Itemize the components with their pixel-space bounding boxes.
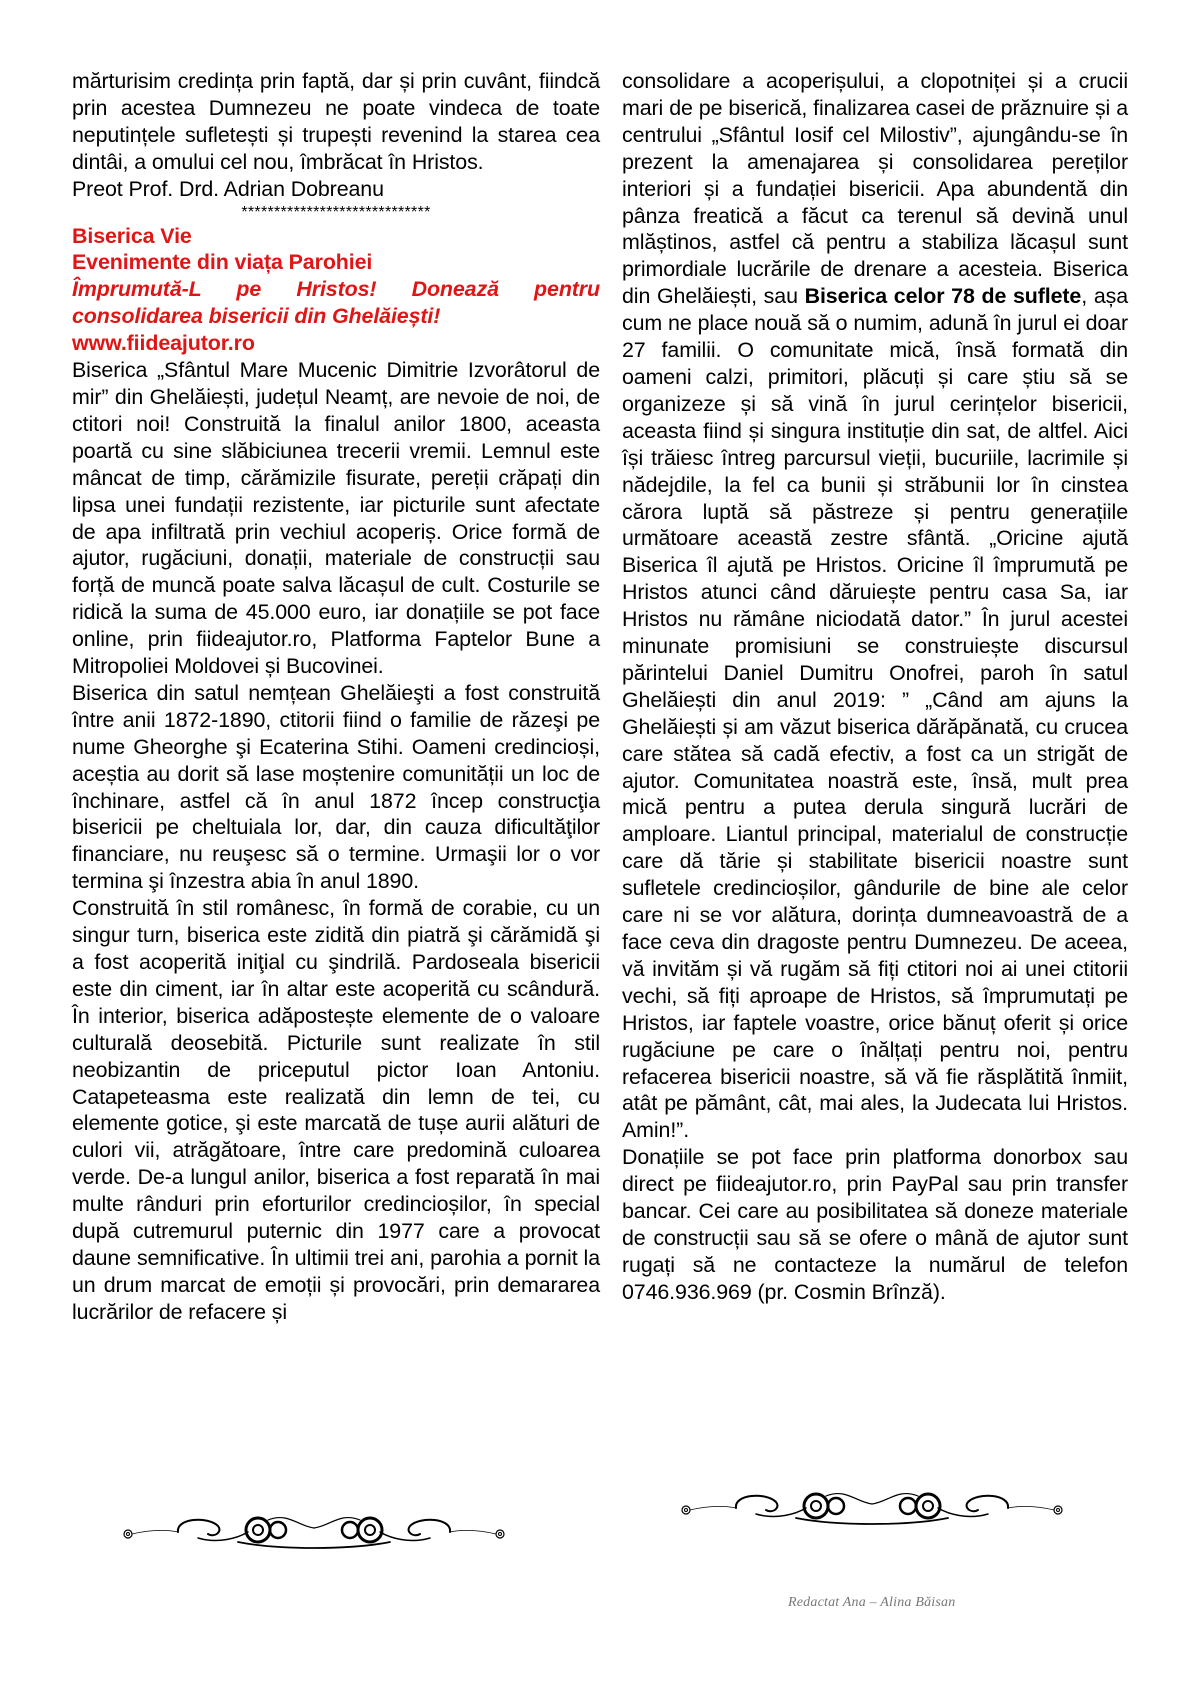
- donation-info-paragraph: Donațiile se pot face prin platforma donorbox sau direct pe fiideajutor.ro, prin PayPal sau prin transfer bancar. Cei care au posibilitatea să doneze materiale de construcții sau să se ofere o mână de ajutor sunt rugați să ne contacteze la numărul de telefon 0746.936.969 (pr. Cosmin Brînză).: [622, 1145, 1128, 1304]
- left-column: [72, 68, 600, 1326]
- article-title: Împrumută-L pe Hristos! Donează pentru consolidarea bisericii din Ghelăiești!: [72, 277, 600, 329]
- donation-website-link[interactable]: www.fiideajutor.ro: [72, 331, 255, 356]
- bold-church-nickname: Biserica celor 78 de suflete: [804, 284, 1082, 309]
- body-text: consolidare a acoperișului, a clopotniței și a crucii mari de pe biserică, finalizarea casei de prăznuire și a centrului „Sfântul Iosif cel Milostiv”, ajungându-se în prezent la amenajarea și consolidarea pereților interiori și a fundației bisericii. Apa abundentă din pânza freatică a făcut ca terenul să devină unul mlăștinos, astfel că pentru a stabiliza lăcașul sunt primordiale lucrările de drenare a acesteia. Biserica din Ghelăiești, sau: [622, 69, 1128, 309]
- body-paragraph: Biserica „Sfântul Mare Mucenic Dimitrie Izvorâtorul de mir” din Ghelăiești, județul Neamț, are nevoie de noi, de ctitori noi! Construită la finalul anilor 1800, aceasta poartă cu sine slăbiciunea trecerii vremii. Lemnul este mâncat de timp, cărămizile fisurate, pereții crăpați din lipsa unei fundații rezistente, iar picturile sunt afectate de apa infiltrată prin vechiul acoperiș. Orice formă de ajutor, rugăciuni, donații, materiale de construcții sau forță de muncă poate salva lăcașul de cult. Costurile se ridică la suma de 45.000 euro, iar donațiile se pot face online, prin fiideajutor.ro, Platforma Faptelor Bune a Mitropoliei Moldovei și Bucovinei.: [72, 358, 600, 679]
- section-heading: Biserica Vie: [72, 223, 192, 248]
- body-paragraph: [622, 68, 1128, 1144]
- body-text: , așa cum ne place nouă să o numim, adună în jurul ei doar 27 familii. O comunitate mică, însă formată din oameni calzi, primitori, plăcuți și care știu să se organizeze și să vină în jurul cerințelor bisericii, aceasta fiind și singura instituție din sat, de altfel. Aici își trăiesc întreg parcursul vieții, bucuriile, lacrimile și nădejdile, la fel ca bunii și străbunii lor în cinstea cărora luptă să păstreze și pentru generațiile următoare această zestre sfântă. „Oricine ajută Biserica îl ajută pe Hristos. Oricine îl împrumută pe Hristos atunci când dăruiește pentru casa Sa, iar Hristos nu rămâne niciodată dator.” În jurul acestei minunate promisiuni se construiește discursul părintelui Daniel Dumitru Onofrei, paroh în satul Ghelăiești din anul 2019: ” „Când am ajuns la Ghelăiești și am văzut biserica dărăpănată, cu crucea care stătea să cadă efectiv, a fost ca un strigăt de ajutor. Comunitatea noastră este, însă, mult prea mică pentru a putea derula singură lucrări de amploare. Liantul principal, materialul de construcție care dă tărie și stabilitate bisericii noastre sunt sufletele credincioșilor, gândurile de bine ale celor care ni se vor alătura, dorința dumneavoastră de a face ceva din dragoste pentru Dumnezeu. De aceea, vă invităm și vă rugăm să fiți ctitori noi ai unei ctitorii vechi, să fiți aproape de Hristos, să împrumutați pe Hristos, iar faptele voastre, orice bănuț oferit și orice rugăciune pe care o înălțați pentru noi, pentru refacerea bisericii noastre, să vă fie răsplătită înmiit, atât pe pământ, cât, mai ales, la Judecata lui Hristos. Amin!”.: [622, 284, 1129, 1143]
- body-paragraph: Construită în stil românesc, în formă de corabie, cu un singur turn, biserica este zidită din piatră şi cărămidă şi a fost acoperită iniţial cu şindrilă. Pardoseala bisericii este din ciment, iar în altar este acoperită cu scândură. În interior, biserica adăpostește elemente de o valoare culturală deosebită. Picturile sunt realizate în stil neobizantin de priceputul pictor Ioan Antoniu. Catapeteasma este realizată din lemn de tei, cu elemente gotice, şi este marcată de tușe aurii alături de culori vii, atrăgătoare, între care predomină culoarea verde. De-a lungul anilor, biserica a fost reparată în mai multe rânduri prin eforturilor credincioșilor, în special după cutremurul puternic din 1977 care a provocat daune semnificative. În ultimii trei ani, parohia a pornit la un drum marcat de emoții și provocări, prin demararea lucrărilor de refacere și: [72, 896, 600, 1324]
- asterisk-separator: *****************************: [241, 203, 431, 221]
- flourish-divider-icon: [676, 1484, 1068, 1528]
- author-signature: Preot Prof. Drd. Adrian Dobreanu: [72, 176, 384, 201]
- article-ending-paragraph: mărturisim credința prin faptă, dar și prin cuvânt, fiindcă prin acestea Dumnezeu ne poate vindeca de toate neputințele sufletești și trupești revenind la starea cea dintâi, a omului cel nou, îmbrăcat în Hristos.: [72, 69, 600, 174]
- body-paragraph: Biserica din satul nemțean Ghelăieşti a fost construită între anii 1872-1890, ctitorii fiind o familie de răzeşi pe nume Gheorghe şi Ecaterina Stihi. Oameni credincioși, aceștia au dorit să lase moștenire comunității un loc de închinare, astfel că în anul 1872 încep construcţia bisericii pe cheltuiala lor, dar, din cauza dificultăţilor financiare, nu reuşesc să o termine. Urmaşii lor o vor termina şi înzestra abia în anul 1890.: [72, 680, 600, 894]
- subsection-heading: Evenimente din viața Parohiei: [72, 250, 373, 275]
- editor-credit: Redactat Ana – Alina Băisan: [788, 1595, 956, 1610]
- flourish-divider-icon: [118, 1508, 510, 1552]
- right-column: [622, 68, 1128, 1306]
